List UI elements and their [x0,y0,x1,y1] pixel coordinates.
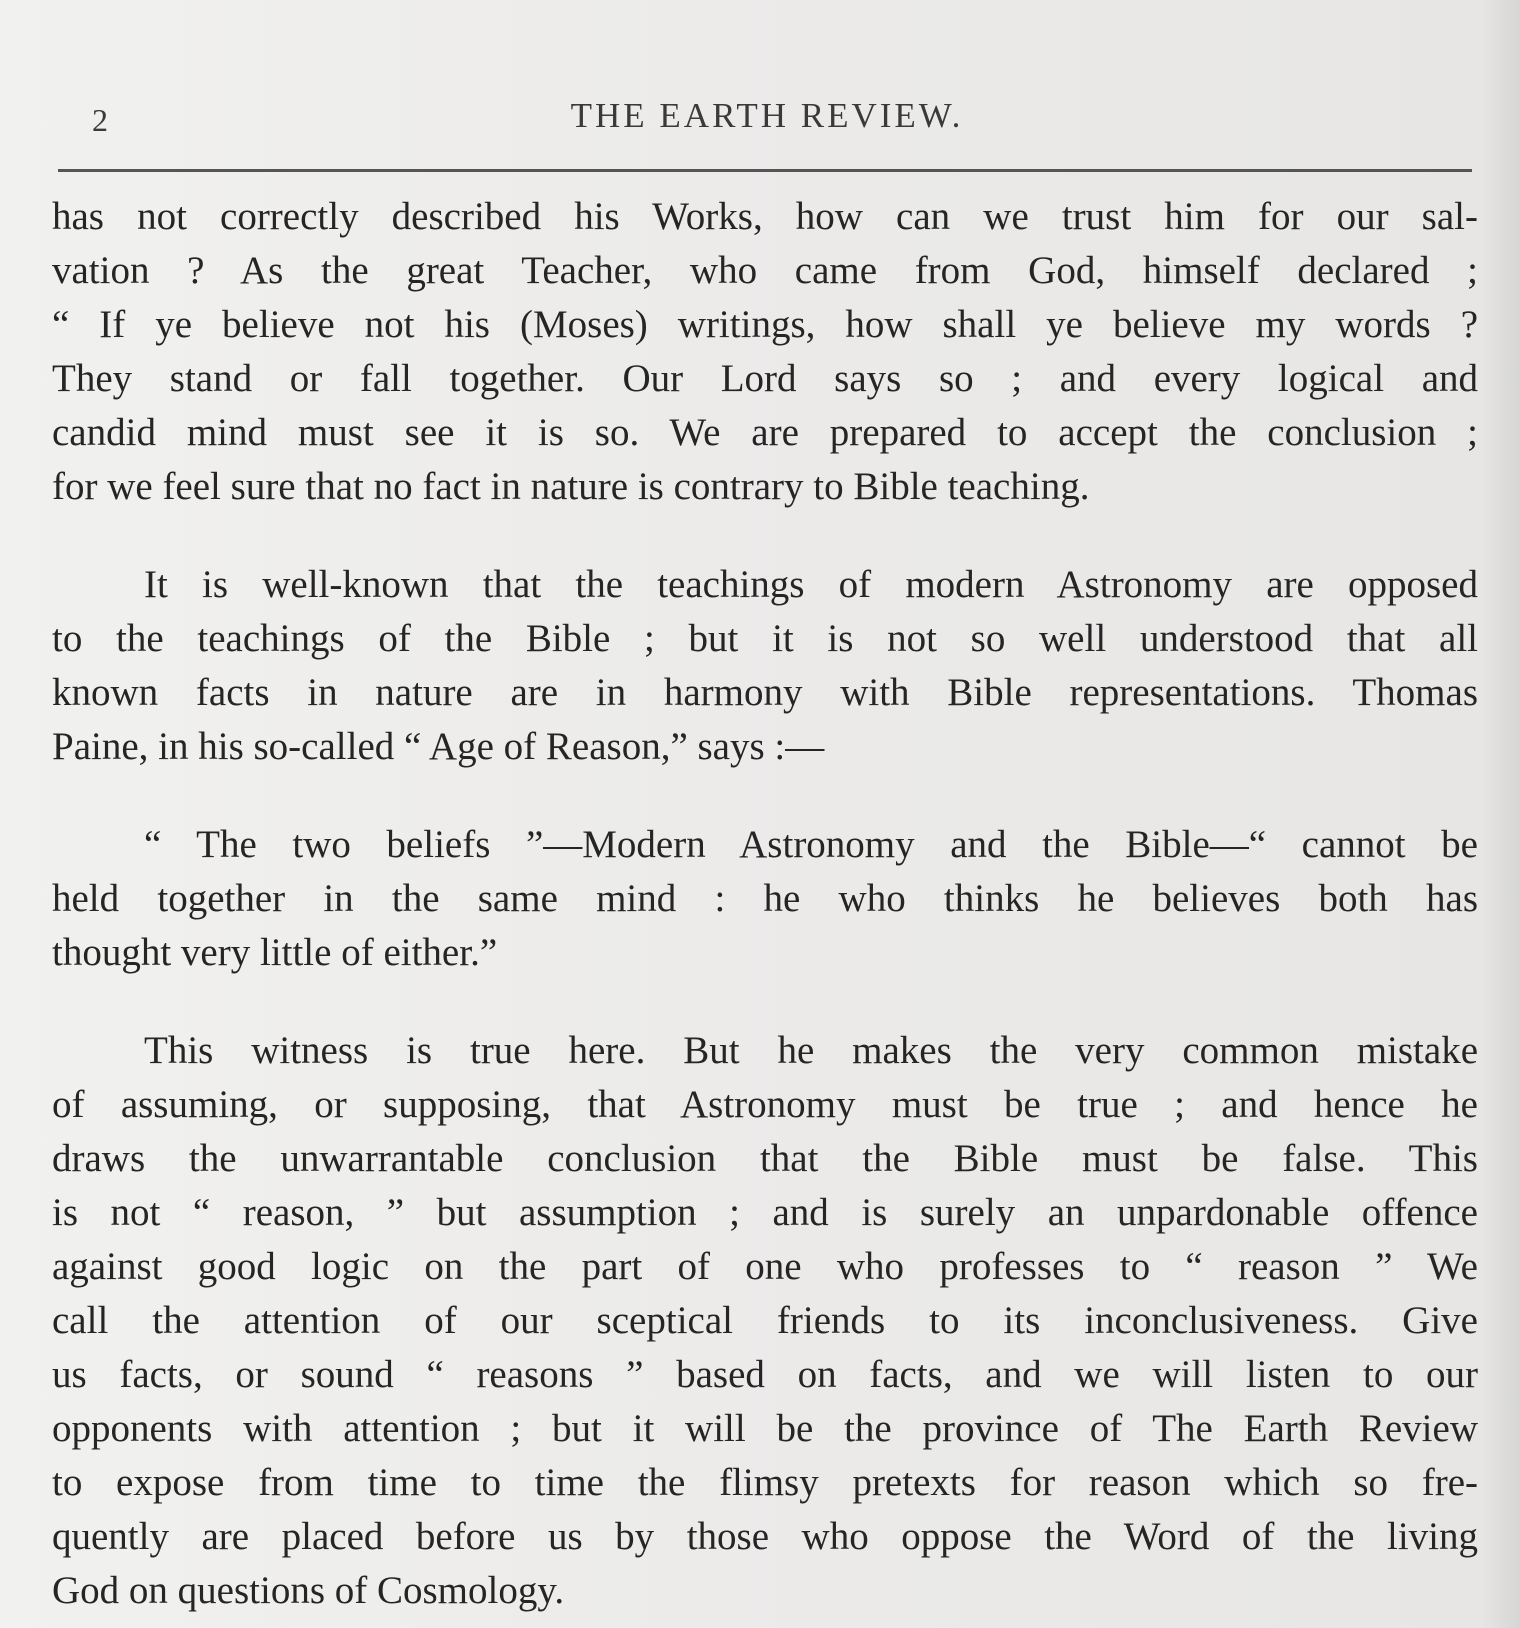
text-line: is not “ reason, ” but assumption ; and is surely an unpardonable offence [52,1191,1478,1234]
text-line: us facts, or sound “ reasons ” based on facts, and we will listen to our [52,1353,1478,1396]
quote-line: held together in the same mind : he who thinks he believes both has [52,877,1478,920]
text-line: vation ? As the great Teacher, who came from God, himself declared ; [52,249,1478,292]
scan-edge-shadow [1480,0,1520,1628]
page-number: 2 [92,102,109,138]
text-line: Paine, in his so-called “ Age of Reason,” says :— [52,725,825,768]
text-line: against good logic on the part of one who professes to “ reason ” We [52,1245,1478,1288]
paragraph-gap [52,774,1478,818]
page-header [58,92,1476,140]
text-line: known facts in nature are in harmony with Bible representations. Thomas [52,671,1478,714]
running-title: THE EARTH REVIEW. [570,96,964,135]
text-line: of assuming, or supposing, that Astronomy must be true ; and hence he [52,1083,1478,1126]
paragraph-gap [52,514,1478,558]
text-line: quently are placed before us by those who oppose the Word of the living [52,1515,1478,1558]
quote-line: “ The two beliefs ”—Modern Astronomy and the Bible—“ cannot be [144,823,1478,866]
text-line: candid mind must see it is so. We are prepared to accept the conclusion ; [52,411,1478,454]
article-body [52,190,1478,1618]
text-line: “ If ye believe not his (Moses) writings, how shall ye believe my words ? [52,303,1478,346]
text-line: call the attention of our sceptical friends to its inconclusiveness. Give [52,1299,1478,1342]
text-line: draws the unwarrantable conclusion that the Bible must be false. This [52,1137,1478,1180]
text-line: God on questions of Cosmology. [52,1569,565,1612]
quote-line: thought very little of either.” [52,931,498,974]
text-line: They stand or fall together. Our Lord says so ; and every logical and [52,357,1478,400]
paragraph-gap [52,980,1478,1024]
text-line: has not correctly described his Works, how can we trust him for our sal- [52,195,1478,238]
header-rule [58,169,1472,172]
text-line: to the teachings of the Bible ; but it is not so well understood that all [52,617,1478,660]
text-line: to expose from time to time the flimsy pretexts for reason which so fre- [52,1461,1478,1504]
text-line: This witness is true here. But he makes the very common mistake [144,1029,1478,1072]
text-line: It is well-known that the teachings of modern Astronomy are opposed [144,563,1478,606]
text-line: opponents with attention ; but it will be the province of The Earth Review [52,1407,1478,1450]
text-line: for we feel sure that no fact in nature is contrary to Bible teaching. [52,465,1090,508]
